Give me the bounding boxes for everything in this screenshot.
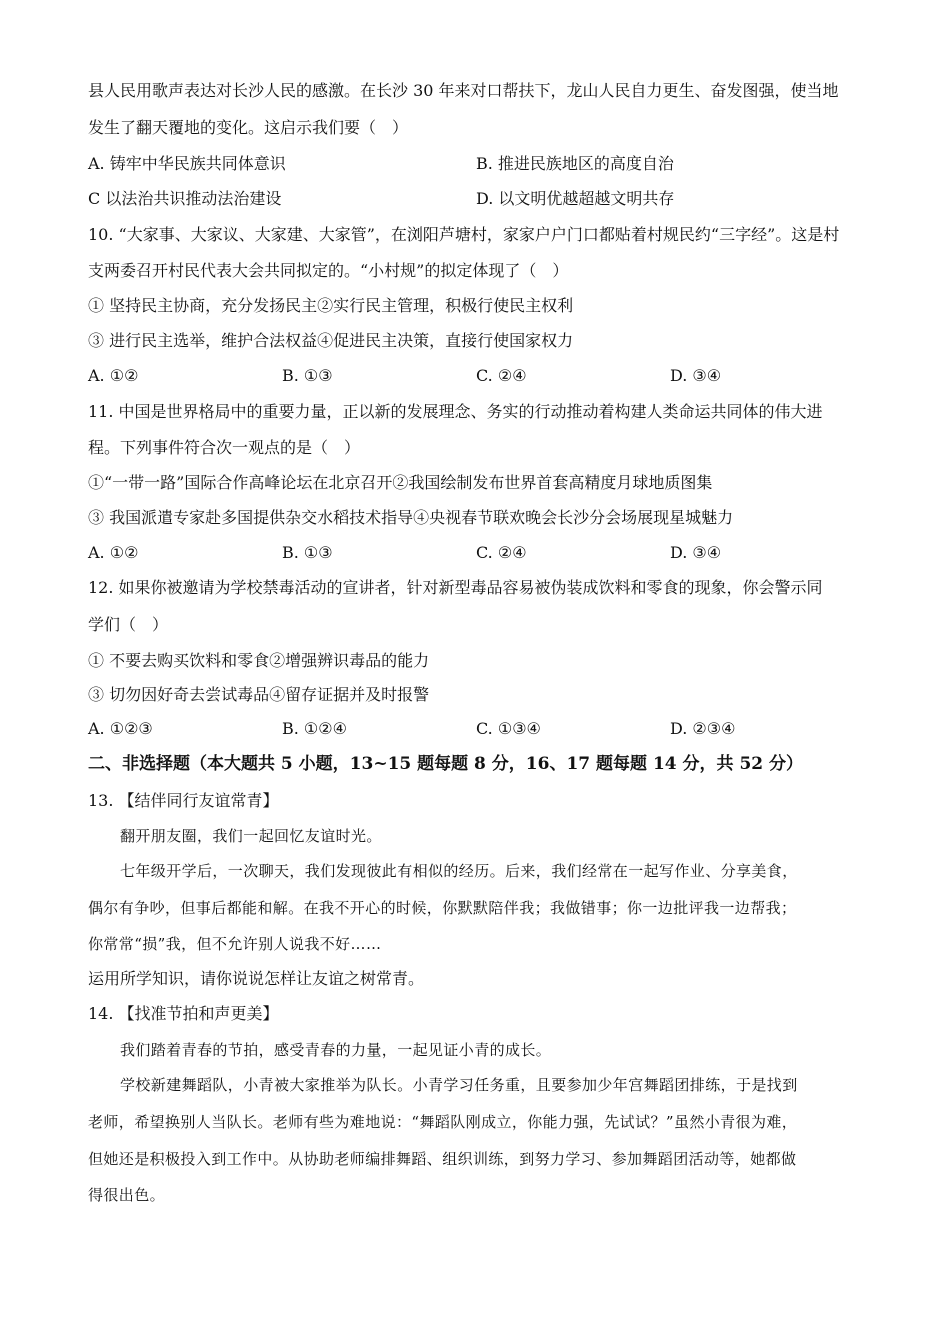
q10-stem-line1: 10. “大家事、大家议、大家建、大家管”，在浏阳芦塘村，家家户户门口都贴着村规民约“三字经”。这是村 — [88, 225, 840, 244]
q11-stem-line2: 程。下列事件符合次一观点的是（ ） — [88, 438, 361, 457]
q9-stem-line2: 发生了翻天覆地的变化。这启示我们要（ ） — [88, 118, 409, 137]
q12-option-a[interactable]: A. ①②③ — [88, 719, 153, 738]
q11-option-b[interactable]: B. ①③ — [282, 543, 333, 562]
q10-statements-2: ③ 进行民主选举，维护合法权益④促进民主决策，直接行使国家权力 — [88, 331, 574, 350]
q9-option-b[interactable]: B. 推进民族地区的高度自治 — [476, 154, 674, 173]
q13-paragraph-2-line2: 偶尔有争吵，但事后都能和解。在我不开心的时候，你默默陪伴我；我做错事；你一边批评我一边帮我； — [88, 899, 797, 917]
q12-statements-2: ③ 切勿因好奇去尝试毒品④留存证据并及时报警 — [88, 685, 430, 704]
q12-stem-line1: 12. 如果你被邀请为学校禁毒活动的宣讲者，针对新型毒品容易被伪装成饮料和零食的现象，你会警示同 — [88, 578, 823, 597]
q9-stem-line1: 县人民用歌声表达对长沙人民的感激。在长沙 30 年来对口帮扶下，龙山人民自力更生、奋发图强，使当地 — [88, 81, 839, 100]
q12-statements-1: ① 不要去购买饮料和零食②增强辨识毒品的能力 — [88, 651, 430, 670]
q10-statements-1: ① 坚持民主协商，充分发扬民主②实行民主管理，积极行使民主权利 — [88, 296, 574, 315]
q11-option-c[interactable]: C. ②④ — [476, 543, 527, 562]
q11-statements-2: ③ 我国派遣专家赴多国提供杂交水稻技术指导④央视春节联欢晚会长沙分会场展现星城魅力 — [88, 508, 734, 527]
q9-option-d[interactable]: D. 以文明优越超越文明共存 — [476, 189, 675, 208]
q14-title: 14. 【找准节拍和声更美】 — [88, 1004, 279, 1023]
q12-stem-line2: 学们（ ） — [88, 615, 169, 634]
q11-option-d[interactable]: D. ③④ — [670, 543, 722, 562]
q13-title: 13. 【结伴同行友谊常青】 — [88, 791, 279, 810]
q14-paragraph-1: 我们踏着青春的节拍，感受青春的力量，一起见证小青的成长。 — [120, 1041, 552, 1059]
q9-option-a[interactable]: A. 铸牢中华民族共同体意识 — [88, 154, 286, 173]
section-heading: 二、非选择题（本大题共 5 小题，13~15 题每题 8 分，16、17 题每题 14 分，共 52 分） — [88, 754, 804, 774]
q14-paragraph-2-line2: 老师，希望换别人当队长。老师有些为难地说：“舞蹈队刚成立，你能力强，先试试？”虽然小青很为难， — [88, 1113, 798, 1131]
q14-paragraph-2-line3: 但她还是积极投入到工作中。从协助老师编排舞蹈、组织训练，到努力学习、参加舞蹈团活动等，她都做 — [88, 1150, 797, 1168]
q14-paragraph-2-line4: 得很出色。 — [88, 1186, 166, 1204]
q13-paragraph-2-line3: 你常常“损”我，但不允许别人说我不好…… — [88, 935, 382, 953]
q12-option-c[interactable]: C. ①③④ — [476, 719, 541, 738]
q12-option-d[interactable]: D. ②③④ — [670, 719, 736, 738]
q13-paragraph-2-line1: 七年级开学后，一次聊天，我们发现彼此有相似的经历。后来，我们经常在一起写作业、分享美食， — [120, 862, 798, 880]
q10-option-b[interactable]: B. ①③ — [282, 366, 333, 385]
q12-option-b[interactable]: B. ①②④ — [282, 719, 347, 738]
q9-option-c[interactable]: C 以法治共识推动法治建设 — [88, 189, 282, 208]
q13-question: 运用所学知识，请你说说怎样让友谊之树常青。 — [88, 969, 425, 988]
q10-option-c[interactable]: C. ②④ — [476, 366, 527, 385]
q13-paragraph-1: 翻开朋友圈，我们一起回忆友谊时光。 — [120, 827, 382, 845]
q11-statements-1: ①“一带一路”国际合作高峰论坛在北京召开②我国绘制发布世界首套高精度月球地质图集 — [88, 473, 713, 492]
q10-stem-line2: 支两委召开村民代表大会共同拟定的。“小村规”的拟定体现了（ ） — [88, 261, 569, 280]
q10-option-a[interactable]: A. ①② — [88, 366, 139, 385]
q11-stem-line1: 11. 中国是世界格局中的重要力量，正以新的发展理念、务实的行动推动着构建人类命运共同体的伟大进 — [88, 402, 823, 421]
q11-option-a[interactable]: A. ①② — [88, 543, 139, 562]
q14-paragraph-2-line1: 学校新建舞蹈队，小青被大家推举为队长。小青学习任务重，且要参加少年宫舞蹈团排练，于是找到 — [120, 1076, 798, 1094]
q10-option-d[interactable]: D. ③④ — [670, 366, 722, 385]
